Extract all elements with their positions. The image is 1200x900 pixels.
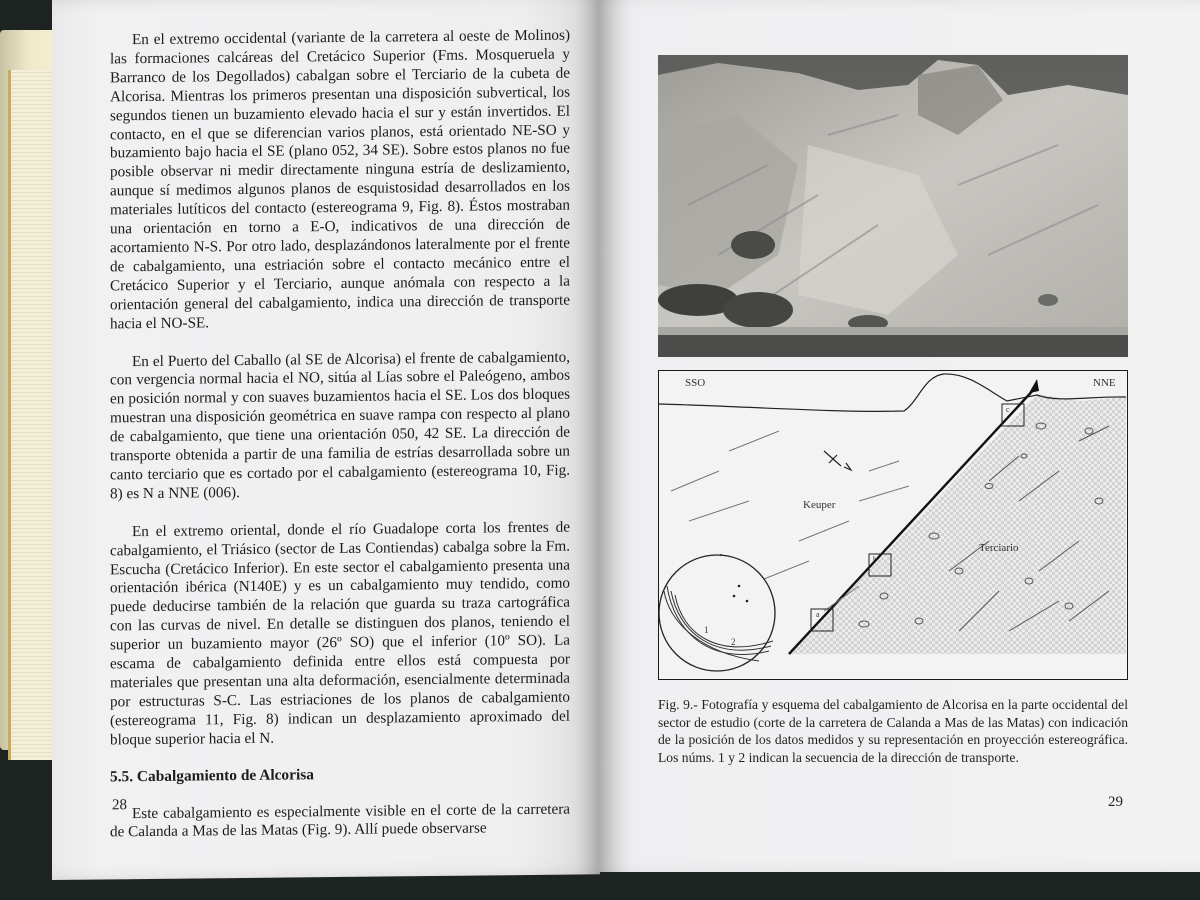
label-c: c: [1006, 405, 1010, 414]
paragraph-3: En el extremo oriental, donde el río Guadalope corta los frentes de cabalgamiento, el Triásico (sector de Las Contiendas) cabalga sobre la Fm. Escucha (Cretácico Inferior). En este sector el cabalgamiento presenta una orientación ibérica (N140E) y es un cabalgamiento muy tendido, como puede deducirse también de la relación que guarda su traza cartográfica con las curvas de nivel. En detalle se distinguen dos planos, teniendo el superior un buzamiento mayor (26º SO) que el inferior (10º SO). La escama de cabalgamiento definida entre ellos está compuesta por materiales que presentan una alta deformación, esencialmente determinada por estructuras S-C. Las estriaciones de los planos de cabalgamiento (estereograma 11, Fig. 8) indican un desplazamiento aproximado del bloque superior hacia el N.: [110, 518, 570, 749]
label-sso: SSO: [685, 377, 706, 389]
stereonet-label-1: 1: [704, 625, 709, 635]
stereonet-label-2: 2: [731, 637, 736, 647]
label-keuper: Keuper: [803, 499, 836, 511]
outcrop-photo: [658, 55, 1128, 357]
paragraph-4: Este cabalgamiento es especialmente visible en el corte de la carretera de Calanda a Mas de las Matas (Fig. 9). Allí puede observarse: [110, 800, 570, 841]
cross-section-diagram: [658, 370, 1128, 680]
section-heading: 5.5. Cabalgamiento de Alcorisa: [110, 765, 314, 786]
paragraph-2: En el Puerto del Caballo (al SE de Alcorisa) el frente de cabalgamiento, con vergencia normal hacia el NO, sitúa al Lías sobre el Paleógeno, ambos en posición normal y con suaves buzamientos hacia el SE. Los dos bloques muestran una disposición geométrica en suave rampa con respecto al plano de cabalgamiento, que tiene una orientación 050, 42 SE. La dirección de transporte obtenida a partir de una familia de estrías desarrollada sobre un canto terciario que es cortado por el cabalgamiento (estereograma 10, Fig. 8) es N a NNE (006).: [110, 348, 570, 503]
paragraph-1: En el extremo occidental (variante de la carretera al oeste de Molinos) las formaciones calcáreas del Cretácico Superior (Fms. Mosqueruela y Barranco de los Degollados) cabalgan sobre el Terciario de la cubeta de Alcorisa. Mientras los primeros presentan una disposición subvertical, los segundos tienen un buzamiento elevado hacia el sur y están invertidos. El contacto, en el que se diferencian varios planos, está orientado NE-SO y buzamiento bajo hacia el SE (plano 052, 34 SE). Sobre estos planos no fue posible observar ni medir directamente ninguna estría de deslizamiento, aunque sí medimos algunos planos de esquistosidad desarrollados en los materiales lutíticos del contacto (estereograma 9, Fig. 8). Éstos mostraban una orientación en torno a E-O, indicativos de una dirección de acortamiento N-S. Por otro lado, desplazándonos lateralmente por el frente de cabalgamiento, una estriación sobre el contacto mecánico entre el Cretácico Superior y el Terciario, aunque anómala con respecto a la orientación general del cabalgamiento, indica una dirección de transporte hacia el NO-SE.: [110, 26, 570, 332]
label-b: b: [873, 555, 877, 564]
label-terciario: Terciario: [979, 542, 1019, 554]
left-text-column: [110, 27, 570, 843]
figure-caption: Fig. 9.- Fotografía y esquema del cabalgamiento de Alcorisa en la parte occidental del sector de estudio (corte de la carretera de Calanda a Mas de las Matas) con indicación de la posición de los datos medidos y su representación en proyección estereográfica. Los núms. 1 y 2 indican la secuencia de la dirección de transporte.: [658, 697, 1128, 765]
right-page: [598, 0, 1200, 872]
left-page-number: 28: [112, 797, 127, 814]
right-page-number: 29: [1108, 794, 1123, 810]
label-a: a: [816, 610, 820, 619]
label-nne: NNE: [1093, 377, 1116, 389]
left-page: [52, 0, 600, 880]
